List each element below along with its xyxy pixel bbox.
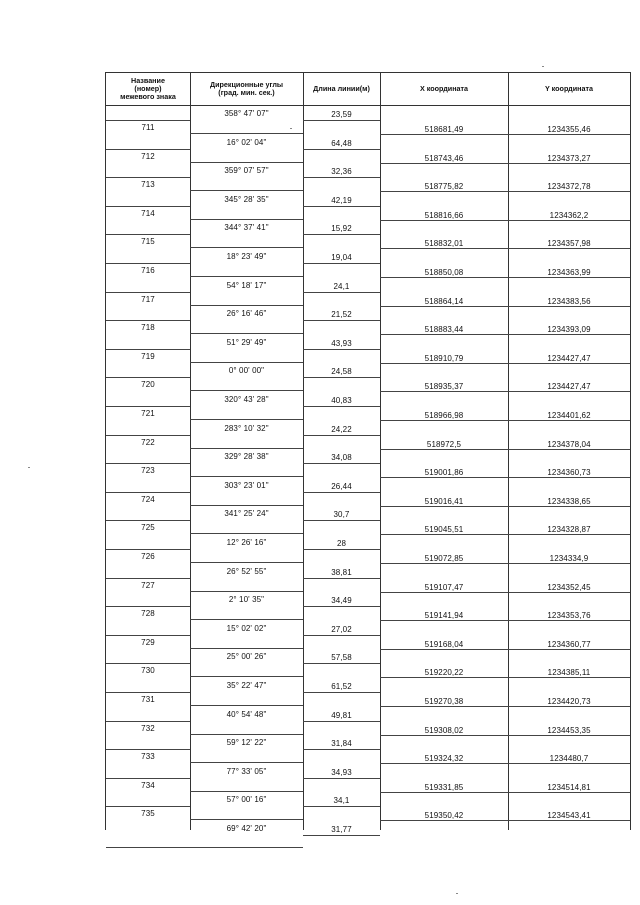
point-name: 729 bbox=[141, 637, 155, 647]
segment-angle: 25° 00' 26" bbox=[226, 652, 267, 662]
segment-angle: 320° 43' 28" bbox=[224, 395, 269, 404]
point-x: 519141,94 bbox=[424, 611, 464, 621]
point-y: 1234543,41 bbox=[547, 811, 591, 821]
name-rule bbox=[106, 721, 190, 722]
length-underline bbox=[303, 377, 380, 378]
segment-length: 26,44 bbox=[331, 481, 352, 491]
point-y: 1234355,46 bbox=[547, 125, 591, 134]
segment-angle: 329° 28' 38" bbox=[224, 452, 269, 462]
segment-length: 32,36 bbox=[331, 167, 352, 177]
x-rule bbox=[380, 563, 508, 564]
x-rule bbox=[380, 620, 508, 621]
point-y: 1234353,76 bbox=[547, 611, 591, 621]
segment-angle: 40° 54' 48" bbox=[226, 709, 267, 719]
point-name: 730 bbox=[141, 666, 155, 676]
y-rule bbox=[508, 706, 630, 707]
y-rule bbox=[508, 449, 630, 450]
point-name: 726 bbox=[141, 552, 155, 561]
boundary-points-table bbox=[105, 72, 631, 834]
y-rule bbox=[508, 534, 630, 535]
y-rule bbox=[508, 363, 630, 364]
segment-length: 43,93 bbox=[331, 338, 352, 348]
length-underline bbox=[303, 120, 380, 121]
name-rule bbox=[106, 234, 190, 235]
segment-length: 30,7 bbox=[333, 510, 350, 520]
length-underline bbox=[303, 263, 380, 264]
segment-length: 19,04 bbox=[331, 253, 352, 262]
point-x: 519270,38 bbox=[424, 697, 464, 706]
point-x: 519308,02 bbox=[424, 725, 464, 735]
point-y: 1234453,35 bbox=[547, 725, 591, 735]
segment-angle: 359° 07' 57" bbox=[224, 166, 269, 176]
scan-speck bbox=[28, 467, 30, 468]
angle-rule bbox=[190, 734, 303, 735]
point-x: 518832,01 bbox=[424, 239, 464, 249]
segment-length: 34,1 bbox=[333, 796, 350, 806]
point-x: 519331,85 bbox=[424, 782, 464, 792]
point-name: 731 bbox=[141, 695, 155, 704]
segment-angle: 303° 23' 01" bbox=[224, 480, 269, 490]
angle-rule bbox=[190, 791, 303, 792]
x-rule bbox=[380, 477, 508, 478]
point-y: 1234362,2 bbox=[549, 210, 589, 220]
length-underline bbox=[303, 806, 380, 807]
length-underline bbox=[303, 721, 380, 722]
angle-rule bbox=[190, 305, 303, 306]
name-rule bbox=[106, 549, 190, 550]
y-rule bbox=[508, 306, 630, 307]
segment-length: 24,58 bbox=[331, 367, 352, 377]
angle-rule bbox=[190, 562, 303, 563]
angle-rule bbox=[190, 419, 303, 420]
angle-rule bbox=[190, 219, 303, 220]
length-underline bbox=[303, 549, 380, 550]
point-name: 713 bbox=[141, 180, 155, 190]
name-rule bbox=[106, 120, 190, 121]
name-rule bbox=[106, 177, 190, 178]
header-y: Y координата bbox=[545, 84, 593, 93]
angle-rule bbox=[190, 533, 303, 534]
x-rule bbox=[380, 277, 508, 278]
x-rule bbox=[380, 506, 508, 507]
angle-rule bbox=[190, 476, 303, 477]
angle-rule bbox=[190, 247, 303, 248]
y-rule bbox=[508, 220, 630, 221]
point-name: 732 bbox=[141, 723, 155, 733]
segment-length: 42,19 bbox=[331, 195, 352, 205]
segment-angle: 15° 02' 02" bbox=[226, 623, 267, 633]
point-x: 519016,41 bbox=[424, 496, 464, 506]
point-y: 1234373,27 bbox=[547, 153, 591, 163]
x-rule bbox=[380, 592, 508, 593]
point-y: 1234480,7 bbox=[549, 754, 589, 764]
point-name: 724 bbox=[141, 494, 155, 504]
length-underline bbox=[303, 320, 380, 321]
name-rule bbox=[106, 292, 190, 293]
point-name: 727 bbox=[141, 580, 155, 590]
y-rule bbox=[508, 506, 630, 507]
point-y: 1234514,81 bbox=[547, 782, 591, 792]
segment-angle: 12° 26' 16" bbox=[226, 538, 267, 547]
name-rule bbox=[106, 263, 190, 264]
length-underline bbox=[303, 635, 380, 636]
x-rule bbox=[380, 649, 508, 650]
angle-rule bbox=[190, 762, 303, 763]
point-y: 1234427,47 bbox=[547, 353, 591, 363]
name-rule bbox=[106, 377, 190, 378]
scan-speck bbox=[290, 128, 292, 129]
segment-length: 23,59 bbox=[331, 110, 352, 119]
segment-angle: 57° 00' 16" bbox=[226, 795, 267, 805]
point-name: 719 bbox=[141, 351, 155, 361]
length-underline bbox=[303, 406, 380, 407]
y-rule bbox=[508, 735, 630, 736]
segment-angle: 77° 33' 05" bbox=[226, 766, 267, 776]
point-name: 735 bbox=[141, 809, 155, 819]
header-name: Название (номер) межевого знака bbox=[120, 76, 176, 101]
point-name: 714 bbox=[141, 208, 155, 218]
point-y: 1234401,62 bbox=[547, 411, 591, 420]
point-y: 1234372,78 bbox=[547, 182, 591, 192]
length-underline bbox=[303, 349, 380, 350]
angle-rule bbox=[190, 619, 303, 620]
point-x: 519350,42 bbox=[424, 811, 464, 821]
name-rule bbox=[106, 749, 190, 750]
point-x: 518966,98 bbox=[424, 411, 464, 420]
point-x: 518935,37 bbox=[424, 382, 464, 392]
y-rule bbox=[508, 163, 630, 164]
segment-angle: 26° 16' 46" bbox=[226, 309, 267, 319]
point-x: 519001,86 bbox=[424, 468, 464, 478]
segment-length: 34,93 bbox=[331, 767, 352, 777]
segment-angle: 69° 42' 20" bbox=[226, 824, 267, 833]
segment-length: 27,02 bbox=[331, 624, 352, 634]
point-name: 723 bbox=[141, 466, 155, 476]
x-rule bbox=[380, 391, 508, 392]
y-rule bbox=[508, 792, 630, 793]
segment-length: 57,58 bbox=[331, 653, 352, 663]
segment-length: 34,08 bbox=[331, 453, 352, 463]
point-y: 1234352,45 bbox=[547, 582, 591, 592]
angle-rule bbox=[190, 847, 303, 848]
point-x: 518681,49 bbox=[424, 125, 464, 134]
name-rule bbox=[106, 806, 190, 807]
point-y: 1234338,65 bbox=[547, 496, 591, 506]
length-underline bbox=[303, 292, 380, 293]
point-name: 711 bbox=[141, 123, 155, 132]
point-name: 715 bbox=[141, 237, 155, 247]
name-rule bbox=[106, 349, 190, 350]
x-rule bbox=[380, 677, 508, 678]
segment-length: 31,84 bbox=[331, 739, 352, 749]
point-name: 721 bbox=[141, 409, 155, 418]
y-rule bbox=[508, 477, 630, 478]
point-x: 518775,82 bbox=[424, 182, 464, 192]
angle-rule bbox=[190, 676, 303, 677]
point-y: 1234357,98 bbox=[547, 239, 591, 249]
name-rule bbox=[106, 692, 190, 693]
y-rule bbox=[508, 391, 630, 392]
header-angle: Дирекционные углы (град. мин. сек.) bbox=[209, 80, 284, 97]
x-rule bbox=[380, 763, 508, 764]
point-name: 733 bbox=[141, 752, 155, 762]
angle-rule bbox=[190, 162, 303, 163]
segment-angle: 283° 10' 32" bbox=[224, 423, 269, 433]
y-rule bbox=[508, 277, 630, 278]
name-rule bbox=[106, 435, 190, 436]
y-rule bbox=[508, 677, 630, 678]
segment-length: 34,49 bbox=[331, 596, 352, 606]
point-name: 725 bbox=[141, 523, 155, 533]
angle-rule bbox=[190, 190, 303, 191]
name-rule bbox=[106, 463, 190, 464]
y-rule bbox=[508, 420, 630, 421]
segment-length: 15,92 bbox=[331, 224, 352, 234]
segment-length: 38,81 bbox=[331, 567, 352, 577]
length-underline bbox=[303, 749, 380, 750]
point-x: 519072,85 bbox=[424, 554, 464, 563]
segment-length: 21,52 bbox=[331, 310, 352, 320]
x-rule bbox=[380, 820, 508, 821]
y-rule bbox=[508, 563, 630, 564]
point-y: 1234360,77 bbox=[547, 639, 591, 649]
y-rule bbox=[508, 820, 630, 821]
y-rule bbox=[508, 334, 630, 335]
length-underline bbox=[303, 835, 380, 836]
point-y: 1234383,56 bbox=[547, 296, 591, 306]
point-x: 518864,14 bbox=[424, 296, 464, 306]
point-x: 519107,47 bbox=[424, 582, 464, 592]
point-name: 717 bbox=[141, 294, 155, 304]
segment-angle: 26° 52' 55" bbox=[226, 566, 267, 576]
y-rule bbox=[508, 191, 630, 192]
header-length: Длина линии(м) bbox=[313, 84, 370, 93]
point-name: 712 bbox=[141, 151, 155, 161]
name-rule bbox=[106, 320, 190, 321]
point-x: 518816,66 bbox=[424, 210, 464, 220]
point-y: 1234363,99 bbox=[547, 268, 591, 277]
length-underline bbox=[303, 578, 380, 579]
table-header bbox=[106, 72, 630, 106]
angle-rule bbox=[190, 705, 303, 706]
segment-angle: 341° 25' 24" bbox=[224, 509, 269, 519]
point-y: 1234420,73 bbox=[547, 697, 591, 706]
point-x: 519168,04 bbox=[424, 639, 464, 649]
point-x: 518743,46 bbox=[424, 153, 464, 163]
segment-length: 24,1 bbox=[333, 281, 350, 291]
x-rule bbox=[380, 220, 508, 221]
point-name: 720 bbox=[141, 380, 155, 390]
point-y: 1234334,9 bbox=[549, 554, 589, 563]
scan-speck bbox=[456, 893, 458, 894]
y-rule bbox=[508, 649, 630, 650]
segment-angle: 51° 29' 49" bbox=[226, 337, 267, 347]
name-rule bbox=[106, 206, 190, 207]
segment-angle: 35° 22' 47" bbox=[226, 681, 267, 690]
x-rule bbox=[380, 363, 508, 364]
y-rule bbox=[508, 248, 630, 249]
name-rule bbox=[106, 578, 190, 579]
x-rule bbox=[380, 735, 508, 736]
segment-angle: 345° 28' 35" bbox=[224, 194, 269, 204]
length-underline bbox=[303, 692, 380, 693]
segment-angle: 358° 47' 07" bbox=[224, 109, 269, 118]
length-underline bbox=[303, 778, 380, 779]
point-name: 718 bbox=[141, 323, 155, 333]
length-underline bbox=[303, 177, 380, 178]
x-rule bbox=[380, 420, 508, 421]
segment-length: 28 bbox=[336, 539, 347, 548]
y-rule bbox=[508, 763, 630, 764]
segment-angle: 16° 02' 04" bbox=[226, 137, 267, 147]
angle-rule bbox=[190, 362, 303, 363]
name-rule bbox=[106, 149, 190, 150]
point-x: 519324,32 bbox=[424, 754, 464, 764]
x-rule bbox=[380, 792, 508, 793]
segment-length: 49,81 bbox=[331, 710, 352, 720]
angle-rule bbox=[190, 133, 303, 134]
length-underline bbox=[303, 149, 380, 150]
segment-angle: 54° 18' 17" bbox=[226, 280, 267, 290]
x-rule bbox=[380, 334, 508, 335]
segment-length: 24,22 bbox=[331, 424, 352, 434]
segment-angle: 59° 12' 22" bbox=[226, 738, 267, 748]
point-name: 728 bbox=[141, 609, 155, 619]
angle-rule bbox=[190, 648, 303, 649]
point-x: 518910,79 bbox=[424, 353, 464, 363]
length-underline bbox=[303, 663, 380, 664]
x-rule bbox=[380, 134, 508, 135]
point-y: 1234393,09 bbox=[547, 325, 591, 335]
name-rule bbox=[106, 492, 190, 493]
point-y: 1234328,87 bbox=[547, 525, 591, 535]
name-rule bbox=[106, 635, 190, 636]
name-rule bbox=[106, 606, 190, 607]
angle-rule bbox=[190, 276, 303, 277]
angle-rule bbox=[190, 505, 303, 506]
name-rule bbox=[106, 406, 190, 407]
point-x: 519220,22 bbox=[424, 668, 464, 678]
angle-rule bbox=[190, 333, 303, 334]
point-y: 1234427,47 bbox=[547, 382, 591, 392]
y-rule bbox=[508, 134, 630, 135]
point-x: 518850,08 bbox=[424, 268, 464, 277]
segment-length: 31,77 bbox=[331, 825, 352, 834]
point-y: 1234360,73 bbox=[547, 468, 591, 478]
y-rule bbox=[508, 620, 630, 621]
y-rule bbox=[508, 592, 630, 593]
name-rule bbox=[106, 847, 190, 848]
length-underline bbox=[303, 234, 380, 235]
angle-rule bbox=[190, 819, 303, 820]
scan-speck bbox=[542, 66, 544, 67]
segment-angle: 344° 37' 41" bbox=[224, 223, 269, 233]
name-rule bbox=[106, 520, 190, 521]
length-underline bbox=[303, 492, 380, 493]
length-underline bbox=[303, 206, 380, 207]
x-rule bbox=[380, 306, 508, 307]
segment-length: 40,83 bbox=[331, 396, 352, 405]
x-rule bbox=[380, 163, 508, 164]
point-y: 1234378,04 bbox=[547, 439, 591, 449]
length-underline bbox=[303, 520, 380, 521]
point-x: 518883,44 bbox=[424, 325, 464, 335]
x-rule bbox=[380, 534, 508, 535]
header-x: X координата bbox=[419, 84, 469, 93]
angle-rule bbox=[190, 591, 303, 592]
length-underline bbox=[303, 435, 380, 436]
point-name: 716 bbox=[141, 266, 155, 275]
segment-angle: 2° 10' 35" bbox=[228, 595, 265, 605]
point-x: 518972,5 bbox=[426, 439, 462, 449]
x-rule bbox=[380, 248, 508, 249]
name-rule bbox=[106, 663, 190, 664]
angle-rule bbox=[190, 390, 303, 391]
name-rule bbox=[106, 778, 190, 779]
x-rule bbox=[380, 191, 508, 192]
segment-length: 61,52 bbox=[331, 682, 352, 691]
point-name: 734 bbox=[141, 780, 155, 790]
point-name: 722 bbox=[141, 437, 155, 447]
point-y: 1234385,11 bbox=[547, 668, 591, 678]
angle-rule bbox=[190, 448, 303, 449]
x-rule bbox=[380, 706, 508, 707]
segment-angle: 18° 23' 49" bbox=[226, 252, 267, 261]
segment-length: 64,48 bbox=[331, 138, 352, 148]
length-underline bbox=[303, 463, 380, 464]
x-rule bbox=[380, 449, 508, 450]
segment-angle: 0° 00' 00" bbox=[228, 366, 265, 376]
point-x: 519045,51 bbox=[424, 525, 464, 535]
length-underline bbox=[303, 606, 380, 607]
